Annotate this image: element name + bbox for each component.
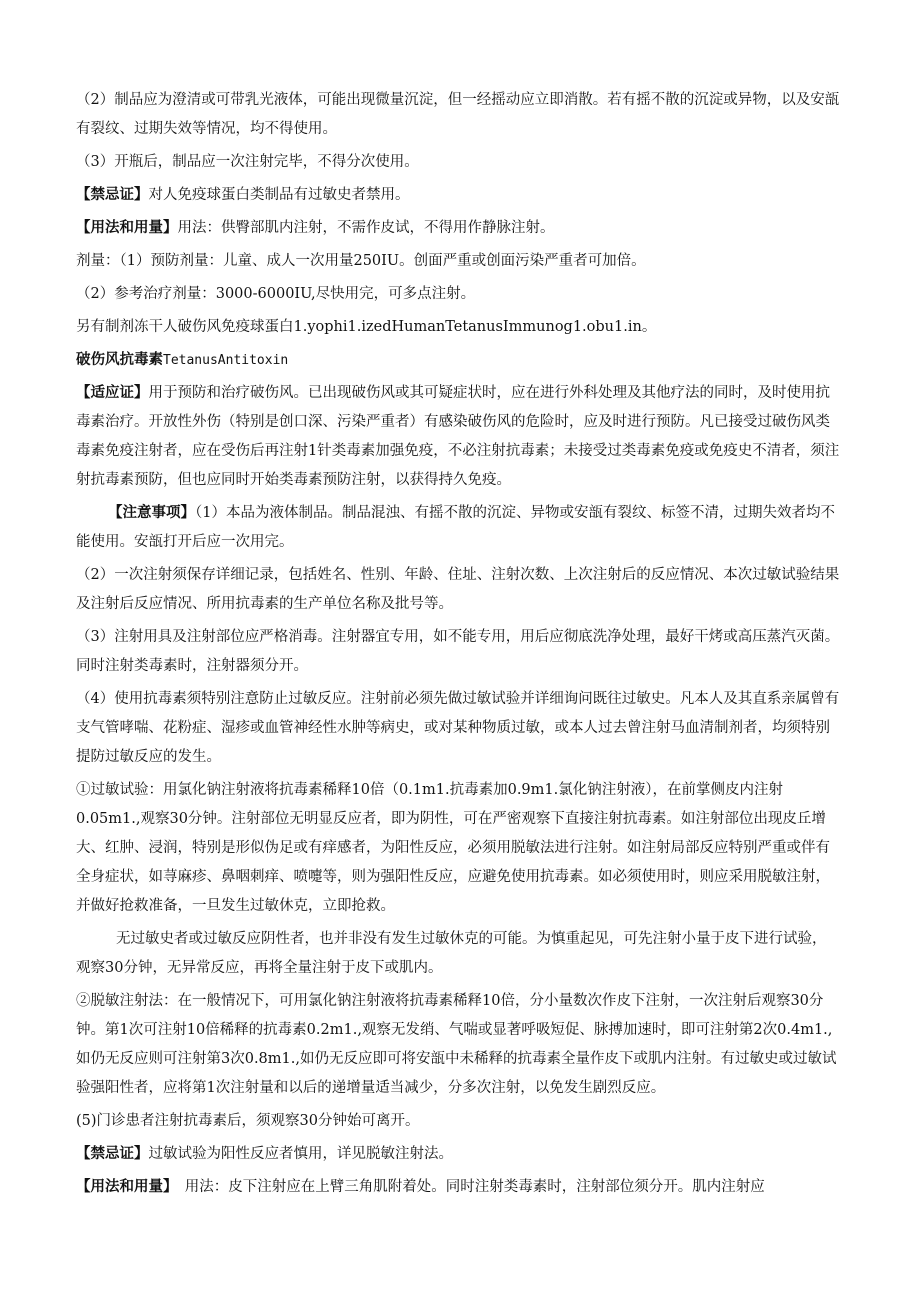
contraindication-2-text: 过敏试验为阳性反应者慎用，详见脱敏注射法。 <box>148 1146 453 1162</box>
paragraph-disinfection: （3）注射用具及注射部位应严格消毒。注射器宜专用，如不能专用，用后应彻底洗净处理，最好干烤或高压蒸汽灭菌。同时注射类毒素时，注射器须分开。 <box>76 629 840 674</box>
paragraph-contraindication <box>76 181 840 210</box>
section-label-contraindication-2: 【禁忌证】 <box>76 1146 149 1162</box>
section-label-contraindication: 【禁忌证】 <box>76 187 149 203</box>
paragraph-records: （2）一次注射须保存详细记录，包括姓名、性别、年龄、住址、注射次数、上次注射后的反应情况、本次过敏试验结果及注射后反应情况、所用抗毒素的生产单位名称及批号等。 <box>76 567 840 612</box>
paragraph-usage <box>76 214 840 243</box>
usage-2-text: 用法：皮下注射应在上臂三角肌附着处。同时注射类毒素时，注射部位须分开。肌内注射应 <box>170 1179 765 1195</box>
precautions-text: （1）本品为液体制品。制品混浊、有摇不散的沉淀、异物或安瓿有裂纹、标签不清，过期失效者均不能使用。安瓿打开后应一次用完。 <box>76 505 835 550</box>
paragraph-quality-note: （2）制品应为澄清或可带乳光液体，可能出现微量沉淀，但一经摇动应立即消散。若有摇不散的沉淀或异物，以及安瓿有裂纹、过期失效等情况，均不得使用。 <box>76 92 840 137</box>
drug-title <box>76 346 840 375</box>
paragraph-usage-2 <box>76 1173 840 1202</box>
section-label-precautions: 【注意事项】 <box>108 505 195 521</box>
section-label-usage: 【用法和用量】 <box>76 220 178 236</box>
paragraph-allergy-test: ①过敏试验：用氯化钠注射液将抗毒素稀释10倍（0.1m1.抗毒素加0.9m1.氯化钠注射液），在前掌侧皮内注射0.05m1.,观察30分钟。注射部位无明显反应者，即为阴性，可在严密观察下直接注射抗毒素。如注射部位出现皮丘增大、红肿、浸润，特别是形似伪足或有痒感者，为阳性反应，必须用脱敏法进行注射。如注射局部反应特别严重或伴有全身症状，如荨麻疹、鼻咽刺痒、喷嚏等，则为强阳性反应，应避免使用抗毒素。如必须使用时，则应采用脱敏注射，并做好抢救准备，一旦发生过敏休克，立即抢救。 <box>76 782 830 914</box>
paragraph-indication <box>76 379 840 495</box>
drug-title-en: TetanusAntitoxin <box>163 353 289 368</box>
paragraph-no-allergy-history: 无过敏史者或过敏反应阴性者，也并非没有发生过敏休克的可能。为慎重起见，可先注射小量于皮下进行试验，观察30分钟，无异常反应，再将全量注射于皮下或肌内。 <box>76 931 827 976</box>
paragraph-treatment-dose: （2）参考治疗剂量：3000-6000IU,尽快用完，可多点注射。 <box>76 286 476 302</box>
indication-text: 用于预防和治疗破伤风。已出现破伤风或其可疑症状时，应在进行外科处理及其他疗法的同时，及时使用抗毒素治疗。开放性外伤（特别是创口深、污染严重者）有感染破伤风的危险时，应及时进行预防。凡已接受过破伤风类毒素免疫注射者，应在受伤后再注射1针类毒素加强免疫，不必注射抗毒素；未接受过类毒素免疫或免疫史不清者，须注射抗毒素预防，但也应同时开始类毒素预防注射，以获得持久免疫。 <box>76 385 840 488</box>
contraindication-text: 对人免疫球蛋白类制品有过敏史者禁用。 <box>148 187 410 203</box>
section-label-indication: 【适应证】 <box>76 385 149 401</box>
paragraph-allergy-warning: （4）使用抗毒素须特别注意防止过敏反应。注射前必须先做过敏试验并详细询问既往过敏史。凡本人及其直系亲属曾有支气管哮喘、花粉症、湿疹或血管神经性水肿等病史，或对某种物质过敏，或本人过去曾注射马血清制剂者，均须特别提防过敏反应的发生。 <box>76 691 840 765</box>
usage-text: 用法：供臀部肌内注射，不需作皮试，不得用作静脉注射。 <box>177 220 555 236</box>
section-label-usage-2: 【用法和用量】 <box>76 1179 171 1195</box>
paragraph-other-preparation: 另有制剂冻干人破伤风免疫球蛋白1.yophi1.izedHumanTetanusImmunog1.obu1.in。 <box>76 319 657 335</box>
paragraph-desensitization: ②脱敏注射法：在一般情况下，可用氯化钠注射液将抗毒素稀释10倍，分小量数次作皮下注射，一次注射后观察30分钟。第1次可注射10倍稀释的抗毒素0.2m1.,观察无发绡、气喘或显著呼吸短促、脉搏加速时，即可注射第2次0.4m1.,如仍无反应则可注射第3次0.8m1.,如仍无反应即可将安瓿中未稀释的抗毒素全量作皮下或肌内注射。有过敏史或过敏试验强阳性者，应将第1次注射量和以后的递增量适当减少，分多次注射，以免发生剧烈反应。 <box>76 993 837 1096</box>
paragraph-open-use: （3）开瓶后，制品应一次注射完毕，不得分次使用。 <box>76 154 419 170</box>
paragraph-contraindication-2 <box>76 1140 840 1169</box>
drug-title-cn: 破伤风抗毒素 <box>76 352 163 368</box>
paragraph-precautions <box>76 499 840 557</box>
paragraph-dosage: 剂量：（1）预防剂量：儿童、成人一次用量250IU。创面严重或创面污染严重者可加倍。 <box>76 253 646 269</box>
paragraph-outpatient: (5)门诊患者注射抗毒素后，须观察30分钟始可离开。 <box>76 1113 420 1129</box>
